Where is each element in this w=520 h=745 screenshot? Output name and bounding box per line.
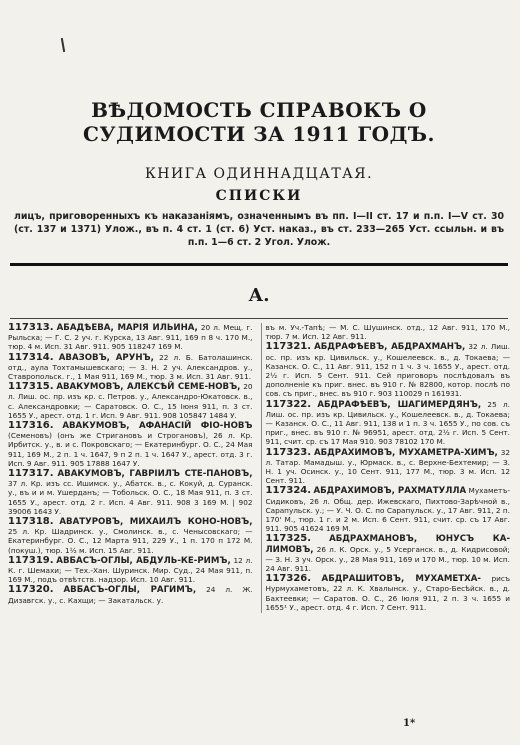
ink-mark xyxy=(61,38,65,52)
record-details: рисъ Нурмухаметовъ, 22 л. К. Хвалынск. у., Старо-Бесѣйск. в., д. Бахтеевки; — Саратов. О. С., 26 Іюля 911, 2 п. 3 ч. 1655 и 1655¹ У., арест. отд. 4 г. Исп. 7 Сент. 911. xyxy=(265,574,511,612)
record-details: 26 л. К. Орск. у., 5 Усерганск. в., д. Кидрисовой; — З. Н. 3 уч. Орск. у., 28 Мая 911, 169 и 170 М., тюр. 10 м. Исп. 24 Авг. 911. xyxy=(265,544,510,574)
record-number: 117315. xyxy=(8,381,54,393)
record-name: АВАКУМОВЪ, АЛЕКСѢЙ СЕМЕ-НОВЪ, xyxy=(56,382,241,393)
right-column-entries xyxy=(266,342,511,612)
record-entry xyxy=(266,448,511,486)
record-name: АВАТУРОВЪ, МИХАИЛЪ КОНО-НОВЪ, xyxy=(59,517,253,528)
record-number: 117319. xyxy=(8,554,54,566)
record-number: 117316. xyxy=(8,420,54,432)
header-divider xyxy=(10,263,508,266)
record-details: 25 л. Лиш. ос. пр. изъ кр. Цивильск. у., Кошелеевск. в., д. Токаева; — Казанск. О. С., 11 Авг. 911, 138 и 1 п. 3 ч. 1655 У., по сов. съ приг., внес. въ 910 г. № 96951, арест. отд. 2½ г. Исп. 5 Сент. 911, счит. ср. съ 17 Мая 910. 903 78102 170 М. xyxy=(265,399,510,447)
record-name: АБДРАФѢЕВЪ, ШАГИМЕРДЯНЪ, xyxy=(317,399,482,410)
record-entry xyxy=(8,353,253,382)
record-name: АВБАСЪ-ОГЛЫ, АБДУЛЬ-КЕ-РИМЪ, xyxy=(56,555,231,566)
record-details: 20 л. Мещ. г. Рыльска; — Г. С. 2 уч. г. Курска, 13 Авг. 911, 169 п 8 ч. 170 М., тюр. 4 м. Исп. 31 Авг. 911. 905 118247 169 М. xyxy=(8,323,253,352)
record-name: АБДРАХИМОВЪ, РАХМАТУЛЛА xyxy=(313,486,467,497)
record-name: АБДРАШИТОВЪ, МУХАМЕТХА- xyxy=(321,574,481,585)
record-entry xyxy=(8,382,253,420)
record-number: 117325. xyxy=(265,533,312,545)
record-name: АВАКУМОВЪ, ГАВРІИЛЪ СТЕ-ПАНОВЪ, xyxy=(57,469,253,480)
record-details: 37 л. Кр. изъ сс. Ишимск. у., Абатск. в., с. Кокуй, д. Суранск. у., въ и и м. Ушерданъ; — Тобольск. О. С., 18 Мая 911, п. 3 ст. 1655 У., арест. отд. 2 г. Исп. 4 Авг. 911. 908 3 169 М. | 902 39006 1643 У. xyxy=(8,479,253,516)
record-number: 117322. xyxy=(265,398,312,410)
record-entry xyxy=(266,342,511,398)
record-details: 22 л. Б. Батолашинск. отд., аула Тохтамышевскаго; — 3. Н. 2 уч. Александров. у., Ставропольск. г., 1 Мая 911, 169 М., тюр. 3 м. Исп. 31 Авг. 911. xyxy=(8,352,253,382)
record-name: АВАЗОВЪ, АРУНЪ, xyxy=(58,352,154,363)
continued-entry-fragment: въ м. Уч.-Тапѣ; — М. С. Шушинск. отд., 12 Авг. 911, 170 М., тюр. 7 м. Исп. 12 Авг. 911. xyxy=(265,323,510,342)
record-name: АБДРАФѢЕВЪ, АБДРАХМАНЪ, xyxy=(314,342,466,353)
record-number: 117313. xyxy=(8,322,54,333)
record-details: 20 л. Лиш. ос. пр. изъ кр. с. Петров. у., Александро-Юкатовск. в., с. Александровки; — Саратовск. О. С., 15 Іюня 911, п. 3 ст. 1655 У., арест. отд. 1 г. Исп. 9 Авг. 911. 908 105847 1484 У. xyxy=(8,382,253,420)
record-number: 117318. xyxy=(8,516,54,528)
record-details: 32 л. Татар. Мамадыш. у., Юрмаск. в., с. Верхне-Бехтемир; — З. Н. 1 уч. Осинск. у., 10 Сент. 911, 177 М., тюр. 3 м. Исп. 12 Сент. 911. xyxy=(265,447,511,486)
record-entry xyxy=(266,486,511,533)
record-entry xyxy=(266,534,511,573)
record-name: АБАДѢЕВА, МАРІЯ ИЛЬИНА, xyxy=(56,323,198,333)
record-number: 117324. xyxy=(265,485,312,497)
record-details: 32 л. Лиш. ос. пр. изъ кр. Цивильск. у., Кошелеевск. в., д. Токаева; — Казанск. О. С., 11 Авг. 911, 152 п 1 ч. 3 ч. 1655 У., арест. отд. 2½ г. Исп. 5 Сент. 911. Сей приговоръ послѣдовалъ въ дополненіе къ приг. внес. въ 910 г. № 82800, котор. послѣ по сов. съ приг., внес. въ 910 г. 903 110029 п 161931. xyxy=(265,342,510,399)
lists-description: лицъ, приговоренныхъ къ наказаніямъ, означеннымъ въ пп. I—II ст. 17 и п.п. I—V ст. 30 (ст. 137 и 1371) Улож., въ п. 4 ст. 1 (ст. 6) Уст. наказ., въ ст. 233—265 Уст. ссыльн. и въ п.п. 1—6 ст. 2 Угол. Улож. xyxy=(14,211,504,248)
left-column xyxy=(8,323,253,613)
record-entry xyxy=(8,323,253,352)
record-entry xyxy=(8,585,253,604)
page-signature-mark: 1* xyxy=(403,718,416,729)
record-details: 25 л. Кр. Шадринск. у., Смолинск. в., с. Ченысовскаго; — Екатеринбург. О. С., 12 Марта 911, 229 У., 1 п. 170 п 172 М. (покуш.), тюр. 1½ м. Исп. 15 Авг. 911. xyxy=(8,527,253,555)
record-entry xyxy=(8,556,253,585)
record-entry xyxy=(266,400,511,447)
record-number: 117326. xyxy=(265,573,312,585)
record-entry xyxy=(266,574,511,612)
record-name: АВБАСЪ-ОГЛЫ, РАГИМЪ, xyxy=(63,585,197,596)
record-entry xyxy=(8,421,253,468)
record-number: 117317. xyxy=(8,468,54,480)
record-entry xyxy=(8,517,253,555)
record-details: (Семеновъ) (онъ же Стригановъ и Строгановъ), 26 л. Кр. Ирбитск. у., в. и с. Покровскаго; — Екатеринбург. О. С., 24 Мая 911, 169 М., 2 п. 1 ч. 1647, 9 п 2 п. 1 ч. 1647 У., арест. отд. 3 г. Исп. 9 Авг. 911. 905 17888 1647 У. xyxy=(8,431,253,468)
book-number: КНИГА ОДИННАДЦАТАЯ. xyxy=(144,166,374,182)
record-name: АБДРАХИМОВЪ, МУХАМЕТРА-ХИМЪ, xyxy=(313,447,498,458)
record-details: 24 л. Ж. Дизавгск. у., с. Кахщи; — Закатальск. у. xyxy=(8,585,253,605)
lists-heading: СПИСКИ xyxy=(215,188,303,204)
record-details: Мухаметъ-Сидиковъ, 26 л. Общ. дер. Ижевскаго, Пихтово-Зарѣчной в., Сарапульск. у.; — У. Ч. О. С. по Сарапульск. у., 17 Авг. 911, 2 п. 170' М., тюр. 1 г. и 2 м. Исп. 6 Сент. 911, счит. ср. съ 17 Авг. 911. 905 41624 169 М. xyxy=(265,486,510,534)
record-number: 117314. xyxy=(8,351,54,363)
section-letter: А. xyxy=(248,285,270,306)
entries-columns xyxy=(8,323,510,613)
record-number: 117320. xyxy=(8,584,54,596)
record-name: АВАКУМОВЪ, АФАНАСІЙ ФІО-НОВЪ xyxy=(62,421,253,432)
record-entry xyxy=(8,469,253,516)
section-divider xyxy=(10,318,508,319)
record-details: 12 л. К. г. Шемахи; — Тех.-Хан. Шуринск. Мир. Суд., 24 Мая 911, п. 169 М., подъ отвѣтств. надзор. Исп. 10 Авг. 911. xyxy=(8,555,253,585)
document-title: ВѢДОМОСТЬ СПРАВОКЪ О СУДИМОСТИ ЗА 1911 ГОДЪ. xyxy=(83,98,435,146)
record-number: 117321. xyxy=(265,341,312,353)
record-number: 117323. xyxy=(265,446,312,458)
right-column xyxy=(261,323,511,613)
record-name: АБДРАХМАНОВЪ, ЮНУСЪ КА-ЛИМОВЪ, xyxy=(265,534,511,555)
